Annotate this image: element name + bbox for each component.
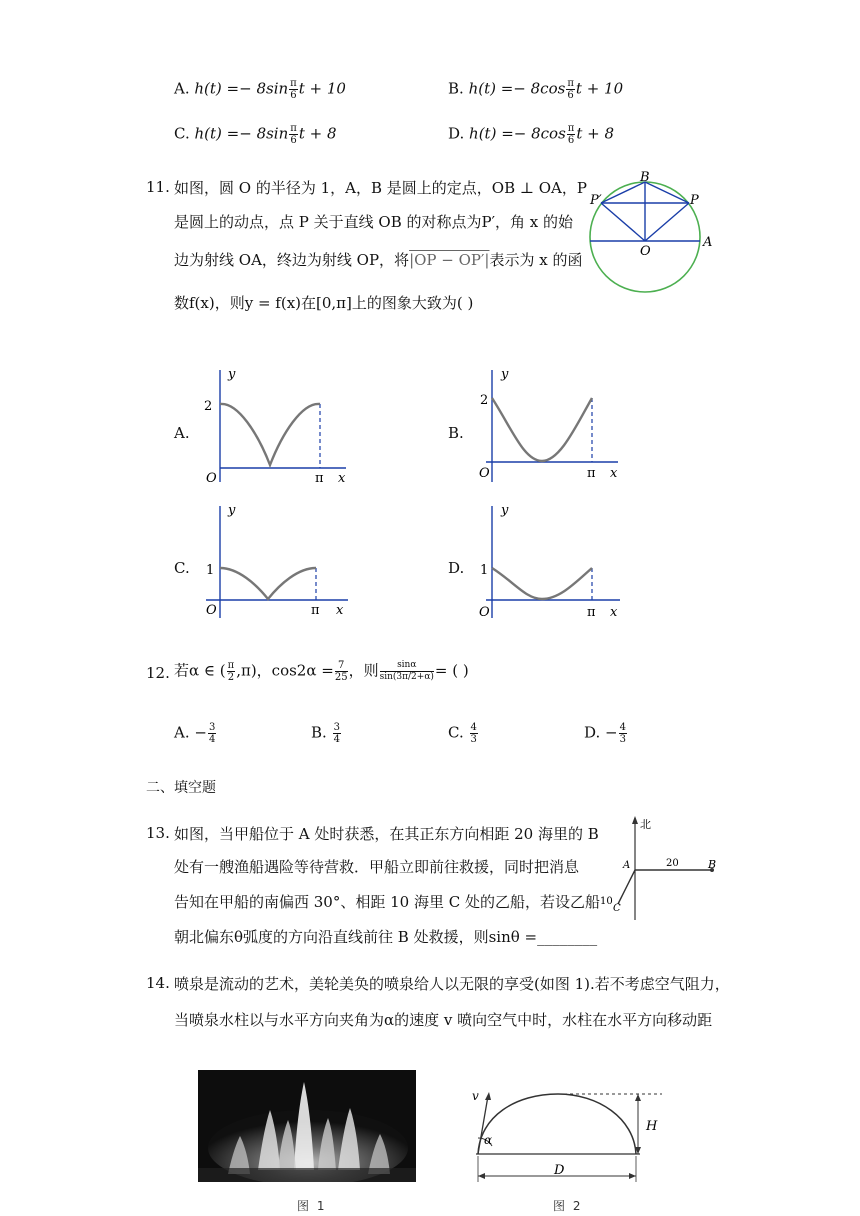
q11-graph-a bbox=[198, 364, 358, 486]
q10-option-a: A. h(t) =− 8sin $\frac{\pi}{6}$ t + 10 bbox=[174, 78, 346, 101]
peak-label: 2 bbox=[480, 393, 489, 408]
label-a: A bbox=[703, 235, 713, 250]
section-heading: 二、填空题 bbox=[146, 780, 216, 796]
q11-option-a-label: A. bbox=[174, 424, 190, 442]
q11-circle-figure bbox=[586, 168, 722, 298]
svg-text:D: D bbox=[554, 1163, 565, 1178]
q13-number: 13. bbox=[146, 824, 170, 842]
svg-text:O: O bbox=[479, 466, 490, 481]
q12-number: 12. bbox=[146, 664, 170, 682]
fountain-photo bbox=[198, 1070, 416, 1182]
svg-text:C: C bbox=[613, 903, 621, 914]
q11-graph-c bbox=[198, 500, 358, 622]
svg-text:H: H bbox=[646, 1119, 658, 1134]
q14-line-1: 喷泉是流动的艺术，美轮美奂的喷泉给人以无限的享受(如图 1).若不考虑空气阻力， bbox=[174, 975, 730, 993]
svg-text:y: y bbox=[501, 367, 509, 382]
svg-text:x: x bbox=[336, 603, 344, 618]
figure-2-caption: 图 2 bbox=[553, 1199, 583, 1213]
svg-text:x: x bbox=[338, 471, 346, 486]
svg-text:y: y bbox=[501, 503, 509, 518]
q10-option-b: B. h(t) =− 8cos $\frac{\pi}{6}$ t + 10 bbox=[448, 78, 624, 101]
peak-label: 1 bbox=[206, 563, 215, 578]
q11-number: 11. bbox=[146, 178, 170, 196]
q11-graph-b bbox=[472, 364, 632, 486]
q12-option-c: C. $\frac{4}{3}$ bbox=[448, 722, 477, 745]
label-b: B bbox=[640, 170, 650, 185]
q14-line-2: 当喷泉水柱以与水平方向夹角为α的速度 v 喷向空气中时，水柱在水平方向移动距 bbox=[174, 1011, 713, 1029]
q13-line-3: 告知在甲船的南偏西 30°、相距 10 海里 C 处的乙船，若设乙船 bbox=[174, 893, 600, 911]
label-o: O bbox=[640, 244, 651, 259]
q10-option-c: C. h(t) =− 8sin $\frac{\pi}{6}$ t + 8 bbox=[174, 123, 337, 146]
q11-line-3: 边为射线 OA，终边为射线 OP，将|OP − OP′|表示为 x 的函 bbox=[174, 251, 583, 269]
peak-label: 2 bbox=[204, 399, 213, 414]
svg-text:y: y bbox=[228, 503, 236, 518]
svg-text:O: O bbox=[206, 603, 217, 618]
peak-label: 1 bbox=[480, 563, 489, 578]
trajectory-diagram bbox=[466, 1086, 676, 1188]
q12-stem: 若α ∈ ( $\frac{\pi}{2}$ ,π)，cos2α = $\frac{7}{25}$ ，则 $\frac{\sin\alpha}{\sin(3\pi/2+\alpha)}$ = ( ) bbox=[174, 660, 469, 683]
svg-text:20: 20 bbox=[666, 858, 679, 869]
svg-text:π: π bbox=[311, 603, 320, 618]
q11-line-2: 是圆上的动点，点 P 关于直线 OB 的对称点为P′，角 x 的始 bbox=[174, 213, 573, 231]
svg-text:A: A bbox=[623, 860, 631, 871]
q10-option-d: D. h(t) =− 8cos $\frac{\pi}{6}$ t + 8 bbox=[448, 123, 615, 146]
q11-graph-d bbox=[472, 500, 632, 622]
svg-text:π: π bbox=[315, 471, 324, 486]
figure-1-caption: 图 1 bbox=[297, 1199, 327, 1213]
svg-text:α: α bbox=[484, 1133, 493, 1147]
q11-line-1: 如图，圆 O 的半径为 1，A，B 是圆上的定点，OB ⊥ OA，P bbox=[174, 179, 587, 197]
q11-option-b-label: B. bbox=[448, 424, 464, 442]
svg-text:π: π bbox=[587, 466, 596, 481]
svg-text:B: B bbox=[708, 858, 717, 871]
svg-text:10: 10 bbox=[600, 896, 613, 907]
svg-text:π: π bbox=[587, 605, 596, 620]
svg-text:O: O bbox=[479, 605, 490, 620]
q13-figure bbox=[594, 812, 724, 922]
svg-text:x: x bbox=[610, 605, 618, 620]
q14-number: 14. bbox=[146, 974, 170, 992]
q13-line-1: 如图，当甲船位于 A 处时获悉，在其正东方向相距 20 海里的 B bbox=[174, 825, 599, 843]
q12-option-a: A. − $\frac{3}{4}$ bbox=[174, 722, 216, 745]
svg-text:y: y bbox=[228, 367, 236, 382]
vector-expression: |OP − OP′| bbox=[409, 251, 490, 269]
north-label: 北 bbox=[640, 818, 651, 831]
svg-text:x: x bbox=[610, 466, 618, 481]
label-p: P bbox=[690, 193, 699, 208]
svg-text:v: v bbox=[472, 1089, 479, 1103]
q11-option-c-label: C. bbox=[174, 559, 190, 577]
q11-option-d-label: D. bbox=[448, 559, 465, 577]
svg-text:O: O bbox=[206, 471, 217, 486]
label-p-prime: P′ bbox=[590, 193, 602, 208]
q12-option-d: D. − $\frac{4}{3}$ bbox=[584, 722, 626, 745]
q13-line-4: 朝北偏东θ弧度的方向沿直线前往 B 处救援，则sinθ =________ bbox=[174, 928, 598, 946]
q13-line-2: 处有一艘渔船遇险等待营救．甲船立即前往救援，同时把消息 bbox=[174, 858, 580, 876]
q11-line-4: 数f(x)，则y = f(x)在[0,π]上的图象大致为( ) bbox=[174, 294, 474, 312]
q12-option-b: B. $\frac{3}{4}$ bbox=[311, 722, 340, 745]
